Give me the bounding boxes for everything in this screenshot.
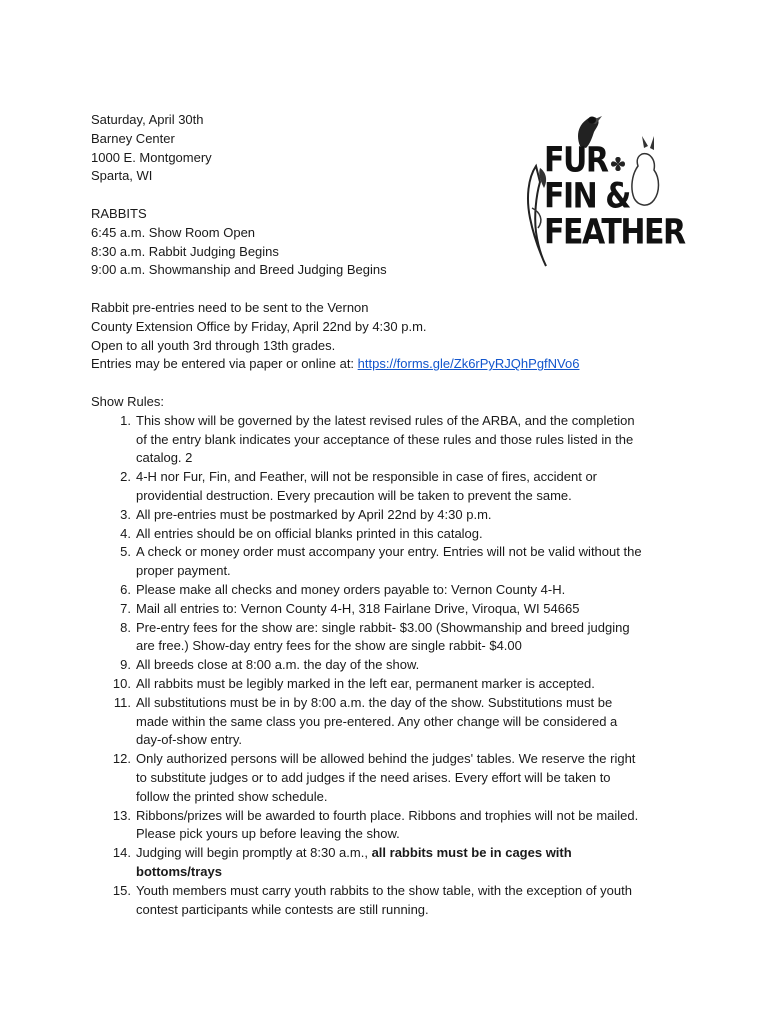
rule-line: made within the same class you pre-entered. Any other change will be considered a [136,713,618,729]
rule-line: contest participants while contests are still running. [136,901,429,917]
rule-line: follow the printed show schedule. [136,788,328,804]
fur-fin-feather-logo [510,108,685,273]
rule-item [91,543,691,581]
rule-item [91,675,691,694]
rule-item [91,750,691,806]
schedule-item: 6:45 a.m. Show Room Open [91,224,256,240]
rule-line: Mail all entries to: Vernon County 4-H, 318 Fairlane Drive, Viroqua, WI 54665 [136,600,580,616]
rule-line: 4-H nor Fur, Fin, and Feather, will not be responsible in case of fires, accident or [136,469,598,485]
rule-text [136,600,681,619]
rule-line: catalog. 2 [136,450,193,466]
entry-line: County Extension Office by Friday, April 22nd by 4:30 p.m. [91,318,427,334]
schedule-item: 8:30 a.m. Rabbit Judging Begins [91,243,279,259]
rule-text [136,882,681,920]
rule-item [91,468,691,506]
rule-text [136,844,681,882]
event-street: 1000 E. Montgomery [91,149,212,165]
rule-number: 7. [120,600,131,616]
rule-text [136,581,681,600]
entry-line [91,355,711,374]
rule-number: 10. [112,675,131,691]
rule-number: 11. [113,694,131,710]
show-rules [91,393,691,919]
rule-number: 4. [120,525,131,541]
rule-number: 12. [112,751,131,767]
rule-text [136,675,681,694]
rule-number: 13. [112,807,131,823]
rule-number: 9. [120,657,131,673]
rule-number: 1. [120,412,131,428]
rule-item [91,807,691,845]
rule-text [136,468,681,506]
event-city: Sparta, WI [91,168,153,184]
rule-line: day-of-show entry. [136,732,242,748]
rule-text [136,694,681,750]
rule-item [91,581,691,600]
rule-line: Judging will begin promptly at 8:30 a.m., [136,845,372,861]
rule-text [136,412,681,468]
rules-heading: Show Rules: [91,394,164,409]
entry-form-link[interactable]: https://forms.gle/Zk6rPyRJQhPgfNVo6 [357,356,580,372]
rule-line: Please make all checks and money orders payable to: Vernon County 4-H. [136,581,566,597]
rules-list [91,412,691,920]
rule-line: Ribbons/prizes will be awarded to fourth place. Ribbons and trophies will not be mailed. [136,807,639,823]
rule-item [91,600,691,619]
rule-line: All entries should be on official blanks printed in this catalog. [136,525,483,541]
rule-line: to substitute judges or to add judges if the need arises. Every effort will be taken to [136,769,611,785]
rule-line: All substitutions must be in by 8:00 a.m. the day of the show. Substitutions must be [136,694,613,710]
rule-text [136,807,681,845]
rule-line: proper payment. [136,563,231,579]
rule-line: A check or money order must accompany your entry. Entries will not be valid without the [136,544,642,560]
entry-line: Rabbit pre-entries need to be sent to the Vernon [91,300,369,315]
rule-line: This show will be governed by the latest revised rules of the ARBA, and the completion [136,412,635,428]
rule-number: 6. [120,581,131,597]
rule-item [91,882,691,920]
rule-line: All rabbits must be legibly marked in the left ear, permanent marker is accepted. [136,675,595,691]
event-date: Saturday, April 30th [91,112,204,127]
logo-line-fur: FUR [544,140,608,181]
entry-info [91,299,711,374]
rule-item [91,656,691,675]
rule-item [91,694,691,750]
rule-bold-line: all rabbits must be in cages with [371,845,572,861]
rule-number: 3. [120,506,131,522]
rule-bold-line: bottoms/trays [136,863,222,879]
rule-text [136,656,681,675]
rule-number: 8. [120,619,131,635]
rule-line: All pre-entries must be postmarked by April 22nd by 4:30 p.m. [136,506,492,522]
rule-text [136,750,681,806]
rule-item [91,844,691,882]
schedule-heading: RABBITS [91,205,147,221]
rule-number: 5. [120,544,131,560]
rule-line: Only authorized persons will be allowed behind the judges' tables. We reserve the right [136,751,636,767]
entry-line: Open to all youth 3rd through 13th grades. [91,337,336,353]
rule-item [91,525,691,544]
rule-line: Pre-entry fees for the show are: single rabbit- $3.00 (Showmanship and breed judging [136,619,630,635]
rule-line: are free.) Show-day entry fees for the show are single rabbit- $4.00 [136,638,522,654]
rule-number: 2. [120,469,131,485]
rule-text [136,619,681,657]
schedule-item: 9:00 a.m. Showmanship and Breed Judging Begins [91,262,387,278]
rule-text [136,506,681,525]
rule-line: providential destruction. Every precaution will be taken to prevent the same. [136,487,572,503]
rule-line: Youth members must carry youth rabbits to the show table, with the exception of youth [136,882,632,898]
rule-line: Please pick yours up before leaving the show. [136,826,400,842]
logo-line-feather: FEATHER [544,212,685,253]
logo-line-fin: FIN & [544,176,630,217]
rule-number: 14. [112,845,131,861]
event-info [91,111,511,280]
rule-text [136,543,681,581]
rule-line: of the entry blank indicates your acceptance of these rules and those rules listed in the [136,431,634,447]
rule-item [91,619,691,657]
rule-line: All breeds close at 8:00 a.m. the day of the show. [136,657,420,673]
rule-item [91,506,691,525]
rule-text [136,525,681,544]
event-venue: Barney Center [91,130,175,146]
entry-line-prefix: Entries may be entered via paper or online at: [91,356,358,372]
rule-number: 15. [112,882,131,898]
rule-item [91,412,691,468]
